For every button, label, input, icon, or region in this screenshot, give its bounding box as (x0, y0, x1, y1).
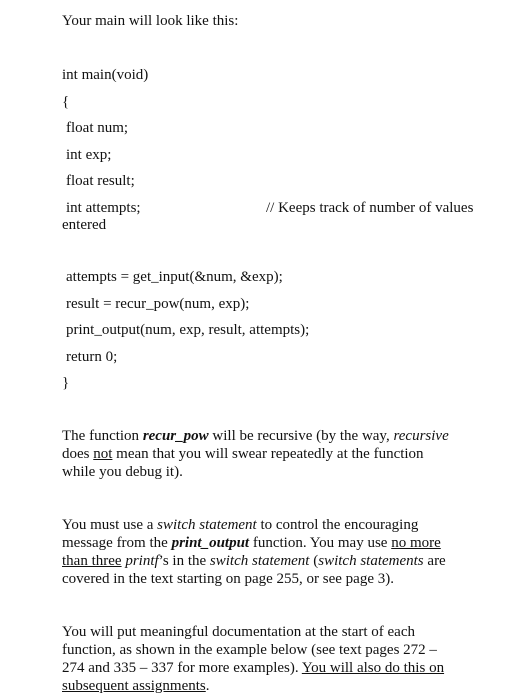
para2-underlined: no more (391, 535, 441, 551)
para1-text: does (62, 446, 94, 462)
para1-function-name: recur_pow (142, 428, 209, 444)
para2-text: message from the (62, 535, 172, 551)
para1-italic-term: recursive (393, 428, 449, 444)
para2-function-name: print_output (171, 535, 250, 551)
para3-underlined: You will also do this on (301, 660, 445, 676)
code-decl-attempts-line (66, 199, 474, 217)
para2-italic-term: switch statement (209, 553, 310, 569)
para3-text: . (205, 678, 210, 694)
code-stmt-get-input: attempts = get_input(&num, &exp); (66, 269, 283, 285)
para3-line3 (62, 659, 462, 677)
para1-line1 (62, 427, 462, 445)
paragraph-recursion (62, 427, 462, 481)
code-close-brace: } (62, 375, 70, 391)
para2-text: ’s in the (158, 553, 210, 569)
para3-line1: You will put meaningful documentation at the start of each (62, 624, 415, 640)
code-main-signature: int main(void) (62, 67, 149, 83)
paragraph-documentation (62, 623, 462, 695)
para1-text: The function (62, 428, 143, 444)
para3-line2: function, as shown in the example below (see text pages 272 – (62, 642, 437, 658)
para3-line4 (62, 677, 462, 695)
para1-underlined-not: not (93, 446, 113, 462)
para3-text: 274 and 335 – 337 for more examples). (62, 660, 302, 676)
code-attempts-comment-wrap: entered (62, 217, 107, 233)
para2-italic-term: switch statements (318, 553, 424, 569)
paragraph-switch (62, 516, 462, 588)
para1-text: will be recursive (by the way, (208, 428, 394, 444)
para3-underlined: subsequent assignments (62, 678, 206, 694)
para2-line3 (62, 552, 462, 570)
para2-italic-term: printf (125, 553, 159, 569)
para2-text: ( (309, 553, 319, 569)
intro-text: Your main will look like this: (62, 13, 239, 29)
code-stmt-return: return 0; (66, 349, 118, 365)
para2-text: are (423, 553, 446, 569)
para2-line2 (62, 534, 462, 552)
code-decl-result: float result; (66, 173, 135, 189)
para1-text: mean that you will swear repeatedly at the function (112, 446, 424, 462)
code-decl-exp: int exp; (66, 147, 112, 163)
para2-text: function. You may use (249, 535, 392, 551)
code-decl-attempts: int attempts; (66, 200, 141, 216)
para2-text: to control the encouraging (256, 517, 419, 533)
para2-italic-term: switch statement (157, 517, 257, 533)
code-stmt-recur-pow: result = recur_pow(num, exp); (66, 296, 250, 312)
para2-line4: covered in the text starting on page 255, or see page 3). (62, 571, 394, 587)
code-stmt-print-output: print_output(num, exp, result, attempts); (66, 322, 310, 338)
para1-line3: while you debug it). (62, 464, 183, 480)
code-open-brace: { (62, 94, 70, 110)
code-decl-num: float num; (66, 120, 129, 136)
code-attempts-comment: // Keeps track of number of values (266, 200, 474, 216)
para2-text: You must use a (62, 517, 158, 533)
para2-underlined: than three (62, 553, 122, 569)
para1-line2 (62, 445, 462, 463)
para2-line1 (62, 516, 462, 534)
